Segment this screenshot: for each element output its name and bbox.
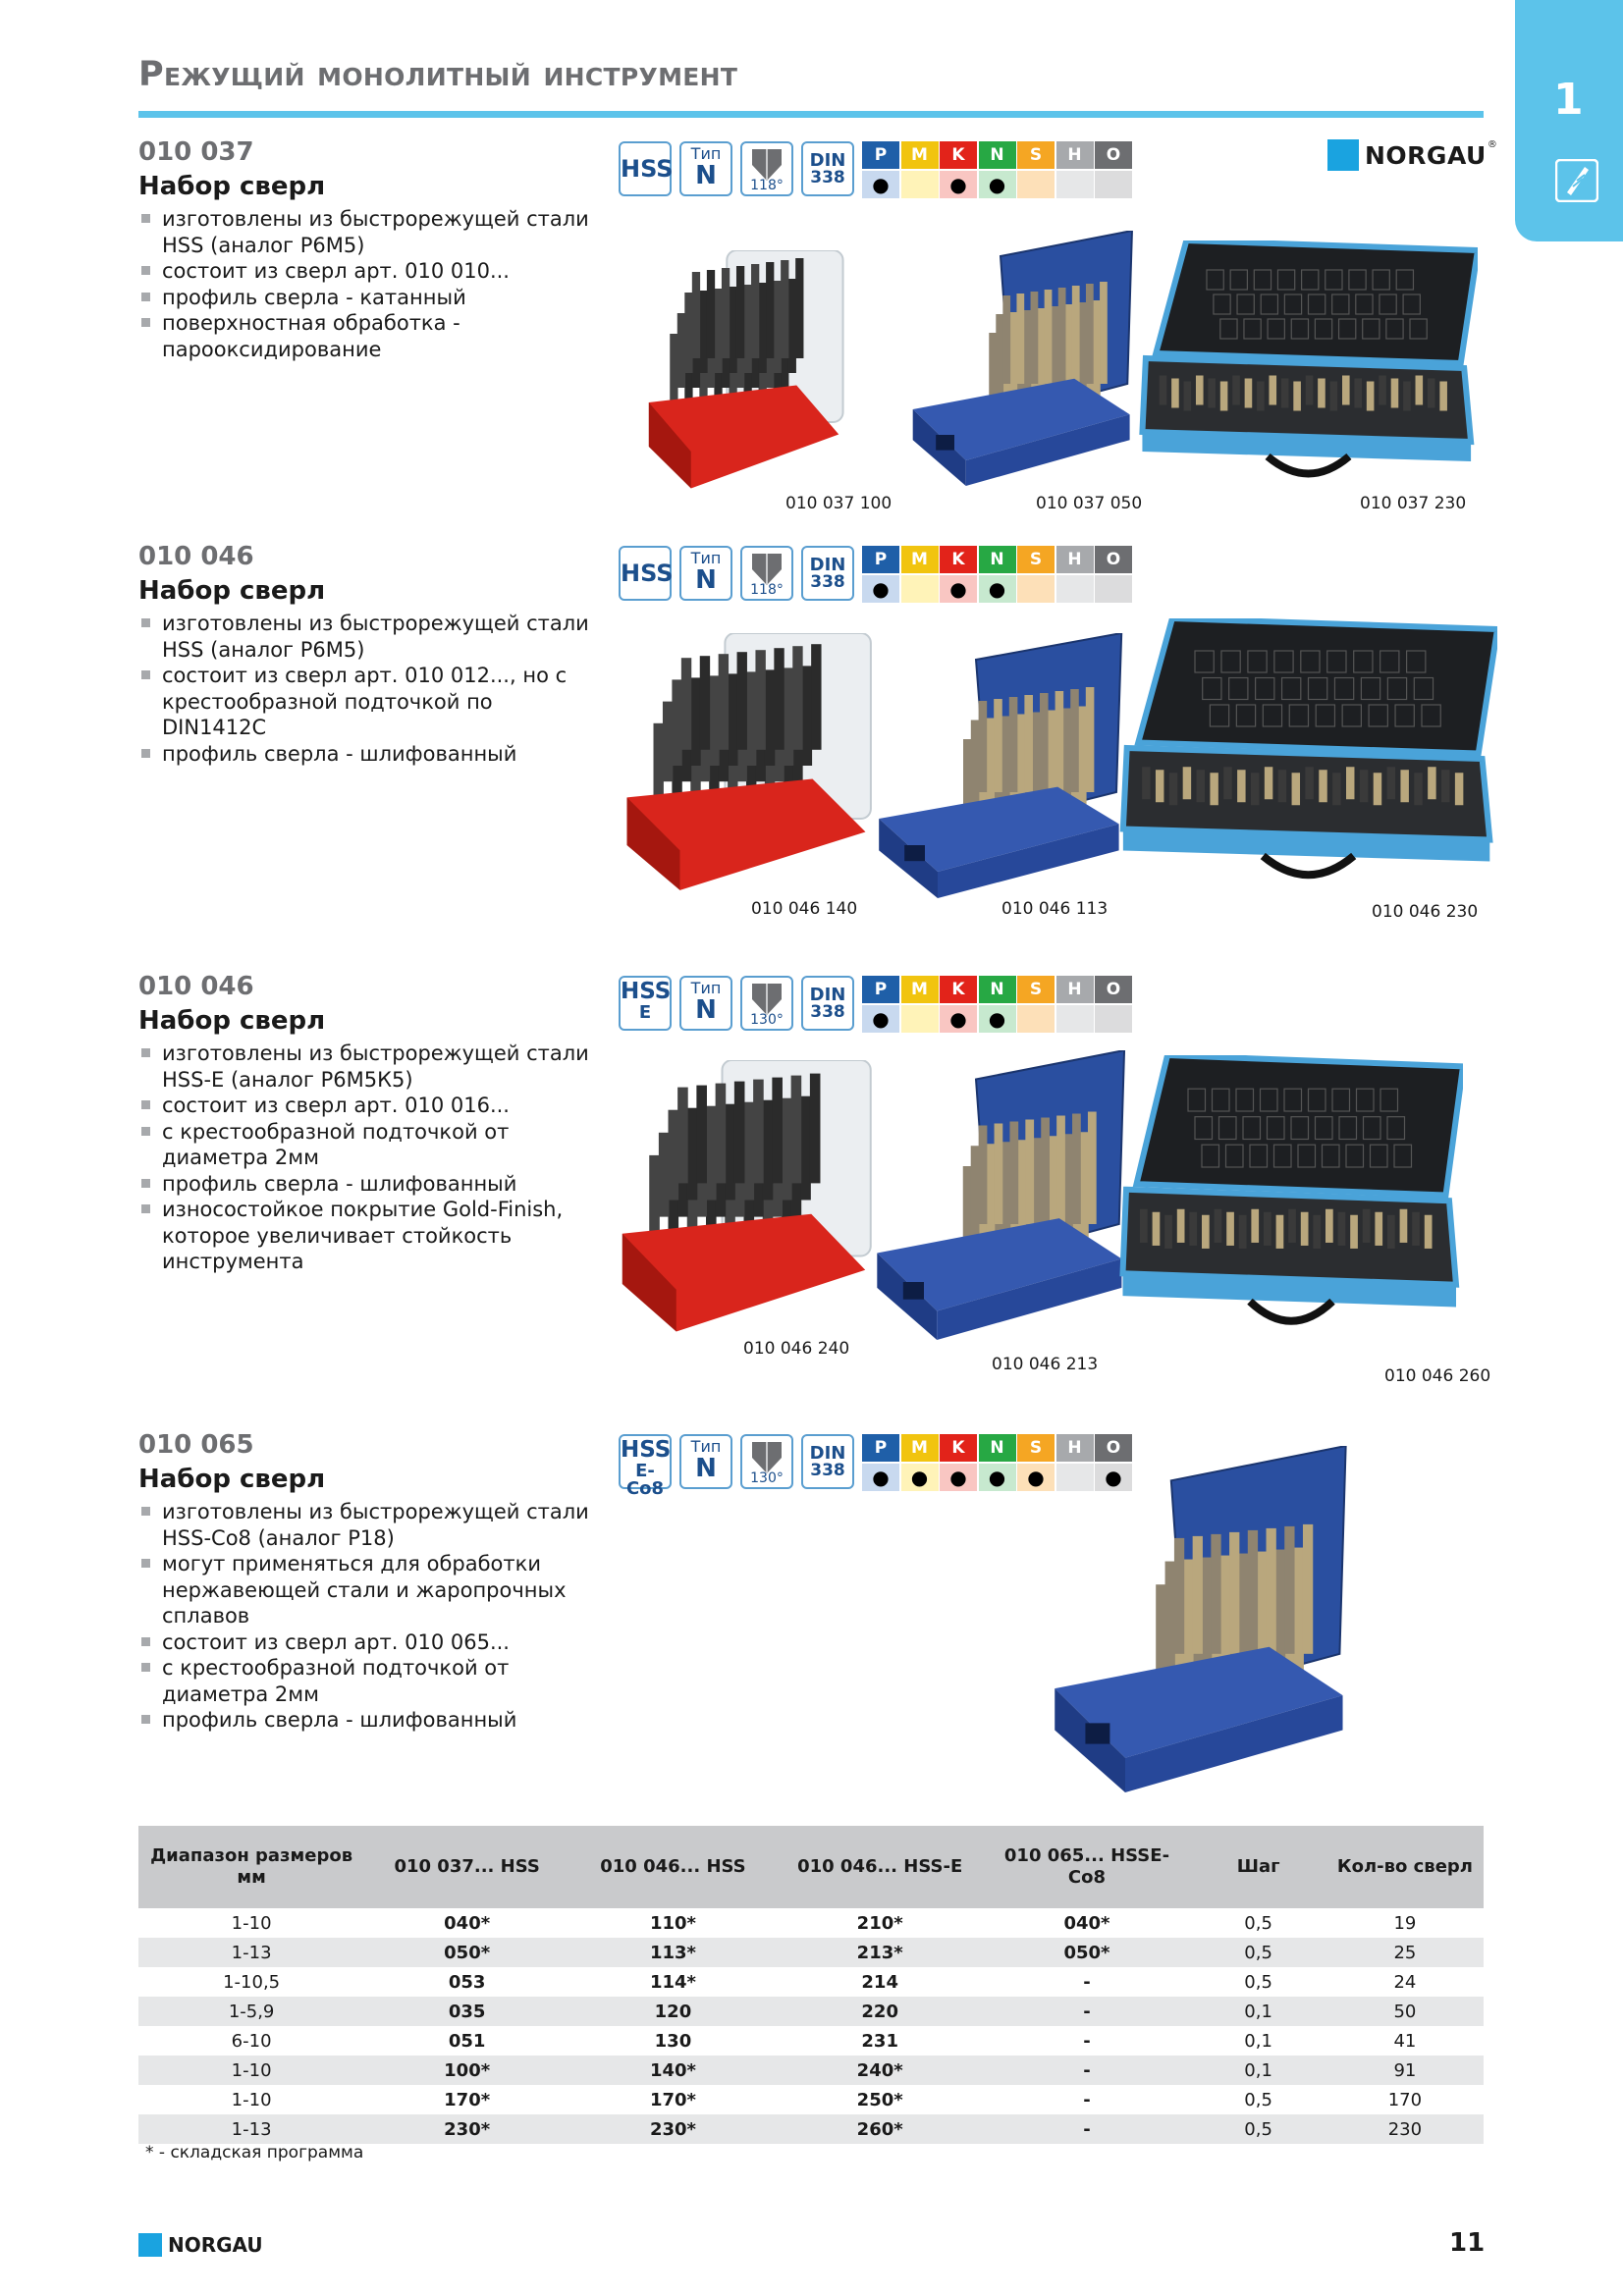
table-cell: 170* [444,2089,491,2110]
product-article-caption: 010 046 140 [751,899,858,919]
material-group-h: H [1056,976,1094,1003]
material-group-p: P [862,546,899,573]
point-angle-badge: 118° [740,546,793,601]
material-group-m: M [901,546,939,573]
feature-item: могут применяться для обработки нержавеющей стали и жаропрочных сплавов [138,1551,590,1629]
table-row [138,1997,1484,2026]
drill-type-badge: Тип N [679,141,732,196]
point-angle-badge: 118° [740,141,793,196]
section-title: Набор сверл [138,1465,326,1494]
material-group-s: S [1017,976,1055,1003]
material-group-p: P [862,1434,899,1462]
material-group-k: K [940,976,977,1003]
table-cell: 24 [1393,1971,1417,1993]
table-row [138,2026,1484,2056]
table-cell: 0,5 [1190,1938,1325,1967]
steel-grade-badge: HSS [619,546,672,601]
sizes-table [138,1826,1484,2144]
table-cell: 053 [448,1971,486,1993]
feature-item: износостойкое покрытие Gold-Finish, которое увеличивает стойкость инструмента [138,1197,590,1275]
feature-item: профиль сверла - шлифованный [138,1707,590,1734]
material-suitability-mark: ● [940,575,977,603]
table-cell: 170 [1387,2089,1423,2110]
feature-item: состоит из сверл арт. 010 065... [138,1629,590,1656]
material-group-h: H [1056,141,1094,169]
feature-item: изготовлены из быстрорежущей стали HSS (аналог Р6М5) [138,611,590,663]
table-cell: 040* [444,1912,491,1934]
material-group-k: K [940,141,977,169]
table-header: Диапазон размеров мм [138,1826,364,1908]
feature-list [138,611,590,767]
material-suitability-mark: ● [862,1464,899,1491]
feature-item: профиль сверла - шлифованный [138,1171,590,1198]
table-cell: 6-10 [231,2030,272,2052]
material-suitability-mark: ● [979,171,1016,198]
table-header: 010 046... HSS [569,1826,777,1908]
material-suitability-mark [901,1005,939,1033]
steel-grade-badge: HSS E [619,976,672,1031]
material-suitability-mark: ● [862,575,899,603]
product-image [1119,1055,1463,1335]
material-suitability-mark [1056,1005,1094,1033]
drill-type-badge: Тип N [679,1434,732,1489]
material-suitability-mark [1095,575,1132,603]
table-cell: - [1083,2089,1091,2110]
table-cell: - [1083,1971,1091,1993]
table-cell: 19 [1393,1912,1417,1934]
table-cell: 1-10 [231,2089,272,2110]
feature-item: профиль сверла - катанный [138,285,590,311]
spec-badges [619,546,1149,607]
section-code: 010 046 [138,972,254,1001]
material-group-p: P [862,141,899,169]
material-group-n: N [979,141,1016,169]
table-cell: 110* [649,1912,696,1934]
material-suitability-mark: ● [901,1464,939,1491]
feature-item: изготовлены из быстрорежущей стали HSS-E (аналог Р6М5К5) [138,1041,590,1093]
table-cell: 230* [364,2114,569,2144]
title-divider [138,111,1484,118]
feature-item: с крестообразной подточкой от диаметра 2мм [138,1119,590,1171]
table-cell: 0,5 [1244,1971,1272,1993]
steel-grade-badge: HSS [619,141,672,196]
product-article-caption: 010 046 213 [992,1355,1099,1374]
product-article-caption: 010 046 113 [1001,899,1109,919]
table-cell: 91 [1326,2056,1484,2085]
spec-badges [619,976,1149,1037]
material-group-p: P [862,976,899,1003]
table-cell: 120 [569,1997,777,2026]
table-cell: 100* [364,2056,569,2085]
table-cell: 040* [1063,1912,1110,1934]
material-suitability-mark [1095,171,1132,198]
material-group-o: O [1095,546,1132,573]
table-cell: 035 [364,1997,569,2026]
din-standard-badge: DIN 338 [801,1434,854,1489]
material-suitability-mark [901,575,939,603]
feature-item: с крестообразной подточкой от диаметра 2мм [138,1655,590,1707]
feature-item: изготовлены из быстрорежущей стали HSS (аналог Р6М5) [138,206,590,258]
product-article-caption: 010 037 100 [785,494,893,513]
product-image [872,1050,1132,1340]
table-cell: 213* [777,1938,984,1967]
table-cell: 0,5 [1244,1912,1272,1934]
point-angle-badge: 130° [740,1434,793,1489]
feature-list [138,206,590,362]
section-code: 010 046 [138,542,254,571]
brand-name: NORGAU [1365,140,1487,170]
table-cell: 113* [569,1938,777,1967]
feature-item: состоит из сверл арт. 010 012..., но с крестообразной подточкой по DIN1412C [138,663,590,741]
feature-list [138,1041,590,1275]
table-cell: 0,1 [1190,2056,1325,2085]
table-cell: 1-5,9 [138,1997,364,2026]
table-header: 010 046... HSS-E [777,1826,984,1908]
material-group-m: M [901,976,939,1003]
table-cell: 240* [777,2056,984,2085]
din-standard-badge: DIN 338 [801,141,854,196]
table-cell: 170* [649,2089,696,2110]
product-image [1139,240,1478,486]
table-cell: 50 [1326,1997,1484,2026]
brand-square-icon [138,2233,162,2257]
table-row [138,2085,1484,2114]
table-cell: 051 [448,2030,486,2052]
drill-type-badge: Тип N [679,976,732,1031]
feature-item: изготовлены из быстрорежущей стали HSS-Co8 (аналог Р18) [138,1499,590,1551]
table-cell: - [984,1997,1191,2026]
section-title: Набор сверл [138,172,326,201]
spec-badges [619,141,1149,202]
feature-item: состоит из сверл арт. 010 016... [138,1093,590,1119]
table-row [138,1967,1484,1997]
drill-type-badge: Тип N [679,546,732,601]
table-cell: 050* [364,1938,569,1967]
table-cell: 1-10 [138,2056,364,2085]
product-image [609,1060,879,1340]
material-group-h: H [1056,546,1094,573]
product-article-caption: 010 037 050 [1036,494,1143,513]
product-image [614,633,879,898]
material-suitability-mark [1017,171,1055,198]
material-suitability-mark [1056,171,1094,198]
table-cell: 0,5 [1244,2089,1272,2110]
material-suitability-mark [901,171,939,198]
material-group-n: N [979,1434,1016,1462]
table-cell: - [1083,2030,1091,2052]
table-cell: 250* [856,2089,903,2110]
material-suitability-mark [1017,575,1055,603]
product-image [908,231,1139,486]
table-cell: 0,1 [1244,2030,1272,2052]
table-cell: 230* [569,2114,777,2144]
table-cell: 114* [649,1971,696,1993]
table-cell: 1-13 [138,1938,364,1967]
table-cell: 0,1 [1190,1997,1325,2026]
material-group-s: S [1017,1434,1055,1462]
table-header: Кол-во сверл [1326,1826,1484,1908]
table-cell: 210* [856,1912,903,1934]
drill-icon [1555,159,1598,202]
product-article-caption: 010 046 230 [1372,902,1479,922]
product-image [874,633,1129,898]
table-header: 010 037... HSS [364,1826,569,1908]
material-group-m: M [901,1434,939,1462]
material-suitability-mark: ● [979,1464,1016,1491]
material-suitability-mark: ● [979,575,1016,603]
material-group-n: N [979,976,1016,1003]
product-image [638,250,849,496]
material-group-m: M [901,141,939,169]
table-cell: 25 [1326,1938,1484,1967]
material-suitability-mark: ● [862,171,899,198]
table-row [138,2056,1484,2085]
table-row [138,2114,1484,2144]
brand-logo: NORGAU® [1327,139,1497,171]
table-row [138,1908,1484,1938]
table-cell: 230 [1326,2114,1484,2144]
steel-grade-badge: HSS E-Co8 [619,1434,672,1489]
material-group-k: K [940,1434,977,1462]
table-cell: 214 [861,1971,898,1993]
material-suitability-mark [1017,1005,1055,1033]
table-cell: 0,5 [1190,2114,1325,2144]
material-group-s: S [1017,546,1055,573]
din-standard-badge: DIN 338 [801,976,854,1031]
table-cell: 260* [777,2114,984,2144]
table-cell: 050* [984,1938,1191,1967]
material-suitability-mark: ● [1017,1464,1055,1491]
table-cell: 41 [1393,2030,1417,2052]
feature-item: поверхностная обработка - парооксидирование [138,310,590,362]
material-suitability-mark: ● [979,1005,1016,1033]
product-article-caption: 010 046 240 [743,1339,850,1359]
material-group-o: O [1095,976,1132,1003]
table-cell: - [984,2056,1191,2085]
section-title: Набор сверл [138,576,326,606]
section-code: 010 037 [138,137,254,167]
chapter-number: 1 [1553,75,1584,125]
brand-square-icon [1327,139,1359,171]
table-cell: 1-10 [231,1912,272,1934]
table-cell: 1-10,5 [223,1971,281,1993]
material-group-k: K [940,546,977,573]
product-image [1049,1446,1355,1792]
material-suitability-mark [1095,1005,1132,1033]
material-group-s: S [1017,141,1055,169]
feature-item: состоит из сверл арт. 010 010... [138,258,590,285]
table-cell: 140* [569,2056,777,2085]
material-suitability-mark: ● [862,1005,899,1033]
material-group-o: O [1095,141,1132,169]
material-group-o: O [1095,1434,1132,1462]
table-cell: 1-13 [138,2114,364,2144]
section-code: 010 065 [138,1430,254,1460]
table-header: Шаг [1190,1826,1325,1908]
material-suitability-mark: ● [940,1464,977,1491]
point-angle-badge: 130° [740,976,793,1031]
material-suitability-mark: ● [1095,1464,1132,1491]
material-group-n: N [979,546,1016,573]
feature-list [138,1499,590,1734]
footnote: * - складская программа [145,2143,364,2163]
material-group-h: H [1056,1434,1094,1462]
material-suitability-mark: ● [940,1005,977,1033]
page-number: 11 [1449,2228,1486,2258]
product-article-caption: 010 046 260 [1384,1366,1491,1386]
table-header-row [138,1826,1484,1908]
footer-brand-logo [138,2233,263,2257]
footer-brand-name: NORGAU [168,2233,263,2257]
feature-item: профиль сверла - шлифованный [138,741,590,768]
section-title: Набор сверл [138,1006,326,1036]
product-article-caption: 010 037 230 [1360,494,1467,513]
table-header: 010 065... HSSE-Co8 [984,1826,1191,1908]
din-standard-badge: DIN 338 [801,546,854,601]
product-image [1119,618,1497,888]
table-row [138,1938,1484,1967]
material-suitability-mark [1056,575,1094,603]
table-cell: 231 [861,2030,898,2052]
table-cell: 130 [654,2030,692,2052]
page-title: Режущий монолитный инструмент [138,55,738,94]
material-suitability-mark: ● [940,171,977,198]
table-cell: 220 [777,1997,984,2026]
table-cell: - [984,2114,1191,2144]
